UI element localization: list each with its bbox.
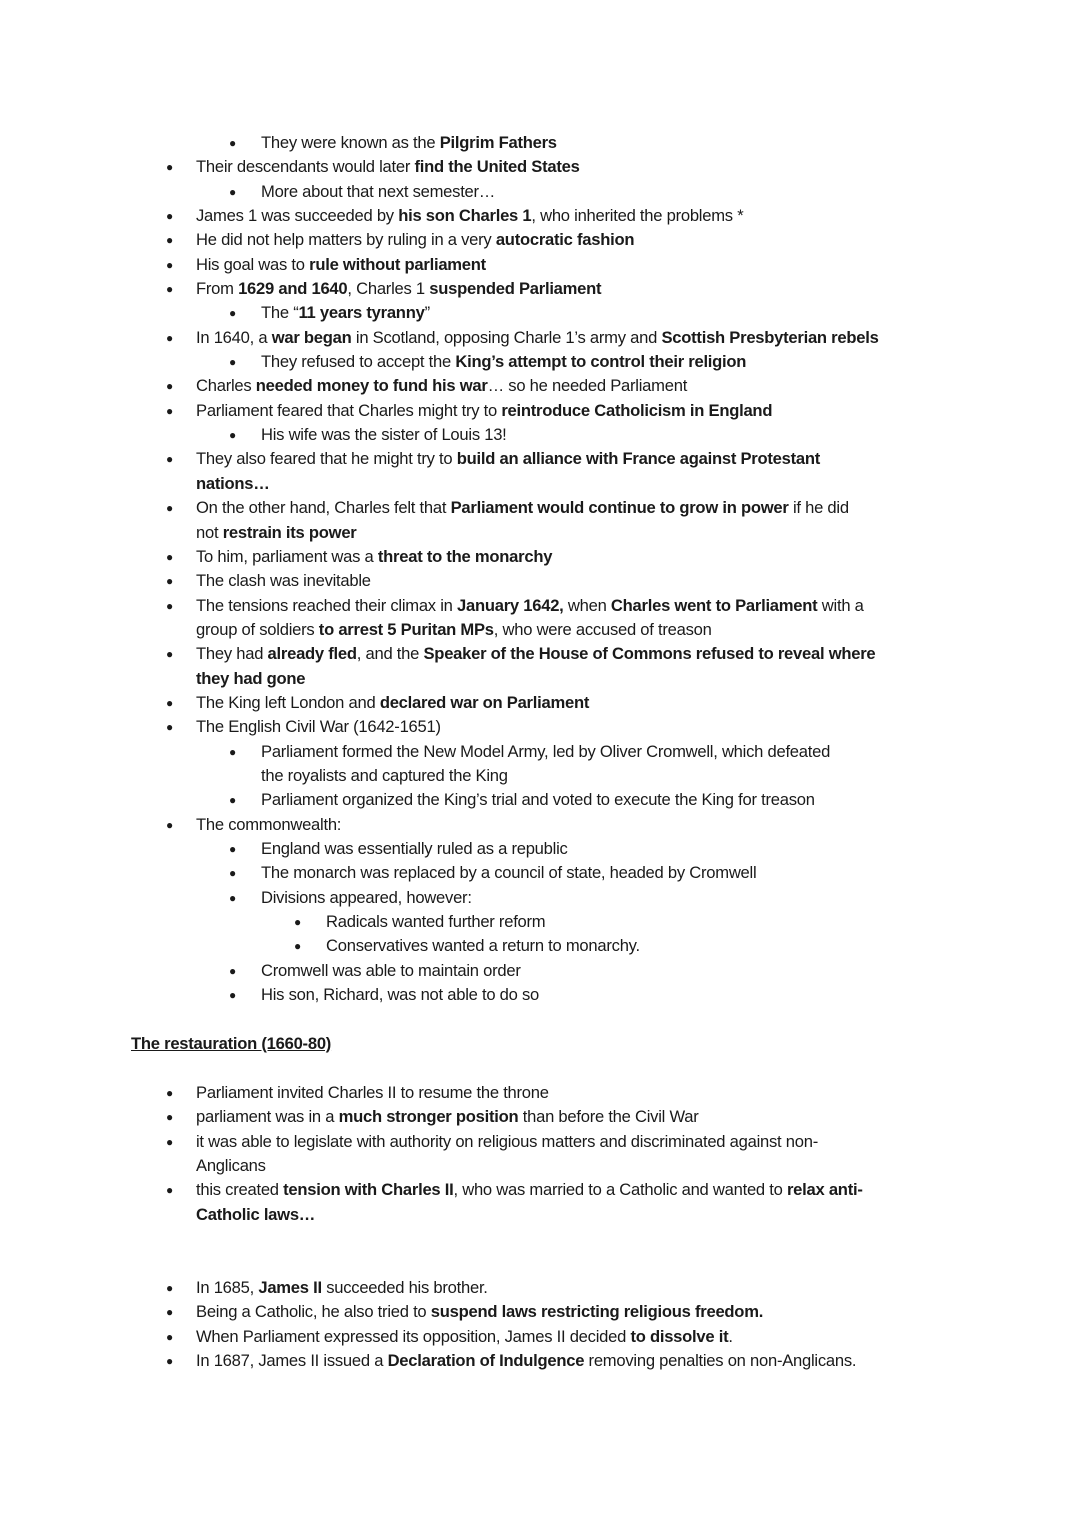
bold-text: already fled: [267, 644, 357, 664]
text: in Scotland, opposing Charle 1’s army and: [351, 327, 662, 347]
bold-text: Catholic laws…: [196, 1204, 316, 1224]
text: the royalists and captured the King: [261, 765, 508, 785]
bullet-icon: ●: [166, 403, 173, 418]
bullet-icon: ●: [166, 695, 173, 710]
list-item-text: [326, 934, 640, 958]
list-item-line: [0, 618, 1080, 642]
list-item: [0, 374, 1080, 398]
bold-text: autocratic fashion: [495, 230, 635, 250]
bullet-icon: ●: [166, 1110, 173, 1125]
list-item-text: [261, 959, 521, 983]
list-item: [0, 910, 1080, 934]
bold-text: much stronger position: [338, 1107, 519, 1127]
list-item-line: [0, 1325, 1080, 1349]
text: On the other hand, Charles felt that: [196, 498, 451, 518]
bold-text: King’s attempt to control their religion: [455, 352, 747, 372]
text: Radicals wanted further reform: [326, 912, 546, 931]
list-item-text: [196, 1154, 266, 1178]
list-item-text: [196, 1325, 733, 1349]
bullet-icon: ●: [229, 841, 236, 856]
list-item-line: [0, 374, 1080, 398]
bullet-icon: ●: [229, 988, 236, 1003]
list-item-line: [0, 180, 1080, 204]
list-item: [0, 861, 1080, 885]
text: than before the Civil War: [518, 1107, 699, 1127]
list-item-line: [0, 228, 1080, 252]
list-item-line: [0, 1300, 1080, 1324]
text: group of soldiers: [196, 619, 319, 639]
bullet-icon: ●: [166, 209, 173, 224]
list-item-line: [0, 886, 1080, 910]
list-item-text: [261, 861, 756, 885]
list-item-line: [0, 1105, 1080, 1129]
list-item-line: [0, 1081, 1080, 1105]
bullet-icon: ●: [166, 330, 173, 345]
text: Parliament organized the King’s trial and voted to execute the King for treason: [261, 790, 815, 810]
text: removing penalties on non-Anglicans.: [584, 1351, 857, 1371]
bullet-icon: ●: [166, 549, 173, 564]
text: it was able to legislate with authority on religious matters and discriminated against non-: [196, 1131, 818, 1151]
bullet-icon: ●: [166, 817, 173, 832]
bold-text: find the United States: [414, 157, 580, 177]
list-item-line: [0, 959, 1080, 983]
text: In 1685,: [196, 1278, 259, 1297]
bullet-icon: ●: [166, 1086, 173, 1100]
list-item-text: [196, 1276, 488, 1300]
list-item-text: [261, 423, 507, 447]
text: , Charles 1: [347, 279, 430, 299]
list-item-text: [196, 228, 634, 252]
text: When Parliament expressed its opposition, James II decided: [196, 1326, 631, 1346]
list-item: [0, 1105, 1080, 1129]
list-item-text: [196, 399, 772, 423]
list-item-text: [261, 788, 815, 812]
list-item-line: [0, 1154, 1080, 1178]
list-item-text: [196, 1081, 549, 1105]
text: In 1640, a: [196, 327, 272, 347]
bold-text: January 1642,: [457, 595, 564, 615]
bullet-icon: ●: [166, 501, 173, 516]
bullet-icon: ●: [166, 1329, 173, 1344]
text: when: [563, 595, 611, 615]
bullet-icon: ●: [229, 744, 236, 759]
bullet-icon: ●: [166, 233, 173, 248]
list-item: [0, 1300, 1080, 1324]
list-item-text: [196, 1178, 863, 1202]
list-item: [0, 155, 1080, 179]
list-item: [0, 496, 1080, 545]
list-item-line: [0, 399, 1080, 423]
list-item-line: [0, 1349, 1080, 1373]
list-item-text: [196, 253, 486, 277]
list-item-text: [196, 642, 875, 666]
list-item-line: [0, 155, 1080, 179]
list-item-line: [0, 326, 1080, 350]
list-item-line: [0, 301, 1080, 325]
list-item-text: [196, 447, 820, 471]
list-item: [0, 788, 1080, 812]
bold-text: Charles went to Parliament: [610, 595, 818, 615]
text: More about that next semester…: [261, 181, 496, 201]
list-item-line: [0, 740, 1080, 764]
list-item: [0, 959, 1080, 983]
list-item-line: [0, 813, 1080, 837]
bullet-icon: ●: [166, 1134, 173, 1149]
list-item: [0, 642, 1080, 691]
list-item-text: [196, 715, 441, 739]
bold-text: his son Charles 1: [398, 206, 532, 226]
list-item-line: [0, 204, 1080, 228]
text: They also feared that he might try to: [196, 449, 457, 469]
bullet-list-james-ii: [0, 1276, 1080, 1373]
list-item-text: [196, 472, 270, 496]
text: Parliament feared that Charles might try to: [196, 400, 502, 420]
list-item-text: [326, 910, 545, 934]
bullet-icon: ●: [166, 647, 173, 662]
list-item-text: [196, 594, 864, 618]
bullet-icon: ●: [229, 136, 236, 150]
bullet-icon: ●: [229, 428, 236, 443]
list-item-line: [0, 691, 1080, 715]
text: The tensions reached their climax in: [196, 595, 457, 615]
list-item-line: [0, 1276, 1080, 1300]
list-item: [0, 934, 1080, 958]
list-item-line: [0, 715, 1080, 739]
bold-text: Scottish Presbyterian rebels: [661, 327, 879, 347]
bullet-icon: ●: [229, 306, 236, 321]
text: , who inherited the problems *: [531, 206, 744, 226]
list-item: [0, 180, 1080, 204]
list-item-text: [196, 691, 589, 715]
list-item: [0, 131, 1080, 155]
text: His goal was to: [196, 254, 310, 274]
bullet-icon: ●: [166, 1183, 173, 1198]
list-item-line: [0, 788, 1080, 812]
bullet-icon: ●: [229, 963, 236, 978]
text: In 1687, James II issued a: [196, 1351, 388, 1371]
list-item-line: [0, 545, 1080, 569]
bold-text: reintroduce Catholicism in England: [501, 400, 773, 420]
bold-text: to arrest 5 Puritan MPs: [318, 619, 494, 639]
list-item-line: [0, 350, 1080, 374]
bold-text: suspended Parliament: [429, 279, 602, 299]
bold-text: they had gone: [196, 668, 306, 688]
list-item-text: [196, 1203, 315, 1227]
list-item-text: [261, 350, 746, 374]
bullet-icon: ●: [229, 890, 236, 905]
bold-text: 11 years tyranny: [298, 303, 425, 323]
list-item: [0, 886, 1080, 910]
list-item-text: [261, 837, 568, 861]
text: parliament was in a: [196, 1107, 339, 1127]
list-item-text: [196, 569, 371, 593]
bullet-icon: ●: [166, 598, 173, 613]
text: this created: [196, 1180, 284, 1200]
text: They were known as the: [261, 133, 440, 152]
list-item-line: [0, 594, 1080, 618]
text: Being a Catholic, he also tried to: [196, 1302, 431, 1322]
bold-text: James II: [258, 1278, 322, 1297]
text: His son, Richard, was not able to do so: [261, 985, 540, 1005]
bold-text: Speaker of the House of Commons refused to reveal where: [423, 644, 876, 664]
text: , who was married to a Catholic and wanted to: [453, 1180, 787, 1200]
list-item: [0, 228, 1080, 252]
list-item-text: [261, 983, 539, 1007]
bullet-icon: ●: [166, 257, 173, 272]
bold-text: to dissolve it: [630, 1326, 729, 1346]
bullet-icon: ●: [166, 720, 173, 735]
bold-text: nations…: [196, 473, 270, 493]
text: James 1 was succeeded by: [196, 206, 399, 226]
text: The King left London and: [196, 692, 380, 712]
bullet-icon: ●: [294, 939, 301, 954]
list-item: [0, 277, 1080, 301]
list-item-text: [196, 204, 743, 228]
list-item: [0, 447, 1080, 496]
text: The monarch was replaced by a council of state, headed by Cromwell: [261, 863, 757, 883]
list-item-text: [261, 886, 472, 910]
list-item: [0, 715, 1080, 739]
list-item-line: [0, 837, 1080, 861]
list-item: [0, 350, 1080, 374]
bullet-icon: ●: [229, 866, 236, 881]
text: England was essentially ruled as a republic: [261, 838, 568, 858]
list-item-text: [196, 155, 580, 179]
bold-text: war began: [271, 327, 352, 347]
bullet-icon: ●: [166, 160, 173, 175]
bullet-icon: ●: [166, 574, 173, 589]
text: Cromwell was able to maintain order: [261, 960, 521, 980]
text: Parliament formed the New Model Army, led by Oliver Cromwell, which defeated: [261, 741, 831, 761]
list-item-line: [0, 764, 1080, 788]
bullet-icon: ●: [229, 793, 236, 808]
list-item: [0, 1349, 1080, 1373]
list-item: [0, 691, 1080, 715]
text: ”: [424, 303, 430, 323]
bold-text: Declaration of Indulgence: [387, 1351, 585, 1371]
bold-text: suspend laws restricting religious freedom.: [430, 1302, 764, 1322]
text: He did not help matters by ruling in a very: [196, 230, 496, 250]
text: .: [728, 1326, 733, 1346]
text: Charles: [196, 376, 256, 396]
text: Their descendants would later: [196, 157, 415, 177]
list-item-text: [196, 521, 357, 545]
list-item: [0, 569, 1080, 593]
bold-text: tension with Charles II: [283, 1180, 454, 1200]
list-item: [0, 594, 1080, 643]
list-item-text: [196, 1130, 818, 1154]
list-item-text: [196, 1300, 763, 1324]
list-item: [0, 813, 1080, 837]
list-item-line: [0, 642, 1080, 666]
list-item: [0, 1081, 1080, 1105]
text: The clash was inevitable: [196, 571, 371, 591]
bullet-icon: ●: [229, 355, 236, 370]
bold-text: restrain its power: [222, 522, 357, 542]
text: , who were accused of treason: [493, 619, 712, 639]
bullet-list-civil-war: [0, 131, 1080, 1007]
list-item-text: [196, 618, 712, 642]
text: His wife was the sister of Louis 13!: [261, 425, 507, 445]
list-item-line: [0, 472, 1080, 496]
bullet-icon: ●: [166, 1305, 173, 1320]
bullet-icon: ●: [166, 1354, 173, 1369]
list-item-text: [196, 667, 305, 691]
list-item-line: [0, 1130, 1080, 1154]
list-item-text: [196, 545, 552, 569]
list-item-line: [0, 447, 1080, 471]
text: From: [196, 279, 239, 299]
list-item-text: [261, 764, 508, 788]
bold-text: relax anti-: [786, 1180, 863, 1200]
text: , and the: [356, 644, 424, 664]
text: The “: [261, 303, 299, 323]
text: Parliament invited Charles II to resume the throne: [196, 1083, 549, 1102]
list-item-line: [0, 253, 1080, 277]
list-item-line: [0, 667, 1080, 691]
text: succeeded his brother.: [321, 1278, 488, 1297]
list-item: [0, 740, 1080, 789]
bullet-icon: ●: [294, 915, 301, 929]
text: Conservatives wanted a return to monarchy.: [326, 936, 640, 956]
list-item: [0, 837, 1080, 861]
list-item-line: [0, 861, 1080, 885]
text: Anglicans: [196, 1156, 266, 1176]
list-item-text: [196, 813, 341, 837]
bold-text: needed money to fund his war: [255, 376, 488, 396]
text: with a: [817, 595, 864, 615]
text: if he did: [788, 498, 849, 518]
bold-text: 1629 and 1640: [238, 279, 348, 299]
bold-text: Parliament would continue to grow in power: [450, 498, 789, 518]
list-item-text: [196, 374, 687, 398]
text: To him, parliament was a: [196, 546, 378, 566]
list-item-line: [0, 521, 1080, 545]
list-item: [0, 253, 1080, 277]
list-item: [0, 399, 1080, 423]
list-item: [0, 326, 1080, 350]
list-item-text: [196, 1349, 856, 1373]
bold-text: rule without parliament: [309, 254, 486, 274]
list-item: [0, 423, 1080, 447]
text: They refused to accept the: [261, 352, 456, 372]
bullet-icon: ●: [166, 1281, 173, 1295]
list-item-text: [261, 301, 430, 325]
bold-text: build an alliance with France against Protestant: [456, 449, 821, 469]
list-item-text: [261, 180, 495, 204]
list-item: [0, 545, 1080, 569]
list-item: [0, 1130, 1080, 1179]
bullet-icon: ●: [229, 184, 236, 199]
list-item-line: [0, 569, 1080, 593]
list-item-text: [196, 326, 879, 350]
list-item-line: [0, 131, 1080, 155]
bullet-icon: ●: [166, 282, 173, 297]
list-item: [0, 301, 1080, 325]
text: Divisions appeared, however:: [261, 887, 472, 907]
list-item: [0, 983, 1080, 1007]
list-item-line: [0, 934, 1080, 958]
bullet-icon: ●: [166, 452, 173, 467]
bullet-list-restauration: [0, 1081, 1080, 1227]
list-item-line: [0, 1203, 1080, 1227]
text: They had: [196, 644, 268, 664]
list-item-line: [0, 423, 1080, 447]
text: The commonwealth:: [196, 814, 342, 834]
bullet-icon: ●: [166, 379, 173, 394]
text: not: [196, 522, 223, 542]
bold-text: threat to the monarchy: [377, 546, 553, 566]
list-item-line: [0, 1178, 1080, 1202]
list-item-line: [0, 277, 1080, 301]
list-item: [0, 1325, 1080, 1349]
bold-text: Pilgrim Fathers: [439, 133, 557, 152]
list-item: [0, 1178, 1080, 1227]
section-heading: The restauration (1660-80): [131, 1034, 332, 1053]
list-item-line: [0, 910, 1080, 934]
text: … so he needed Parliament: [487, 376, 688, 396]
list-item-text: [196, 496, 849, 520]
text: The English Civil War (1642-1651): [196, 717, 441, 737]
list-item-text: [196, 277, 601, 301]
list-item-text: [196, 1105, 699, 1129]
list-item-text: [261, 131, 557, 155]
list-item: [0, 204, 1080, 228]
list-item-line: [0, 496, 1080, 520]
list-item: [0, 1276, 1080, 1300]
list-item-text: [261, 740, 830, 764]
bold-text: declared war on Parliament: [379, 692, 590, 712]
list-item-line: [0, 983, 1080, 1007]
